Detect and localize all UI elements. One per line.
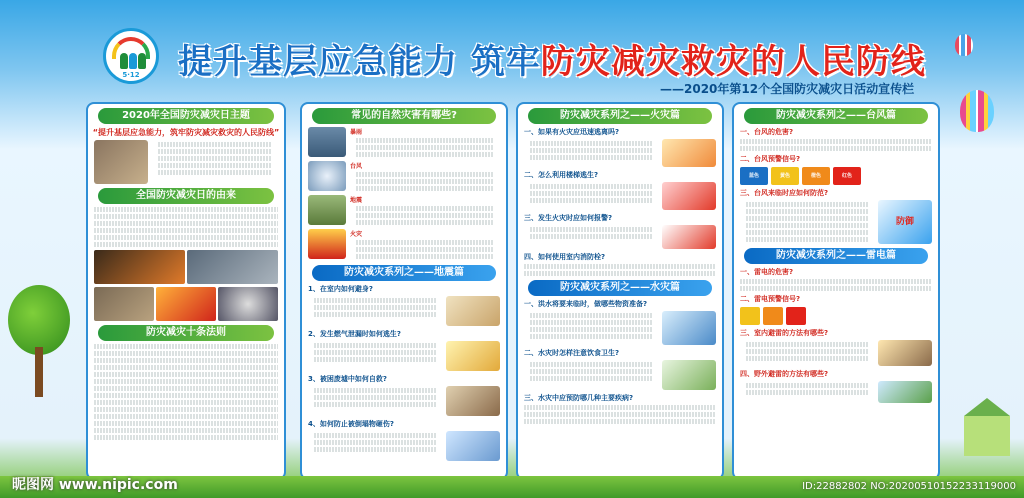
typhoon-red-signal: 红色 [833, 167, 861, 185]
protection-illustration [446, 431, 500, 461]
question: 二、怎么利用楼梯逃生? [524, 171, 599, 179]
section-header: 防灾减灾系列之——火灾篇 [528, 108, 712, 124]
section-header: 防灾减灾系列之——地震篇 [312, 265, 496, 281]
title-part2: 筑牢 [470, 42, 541, 82]
lightning-red-icon [786, 307, 806, 325]
question: 四、野外避雷的方法有哪些? [740, 370, 829, 378]
flood-prep-illustration [662, 311, 716, 345]
typhoon-blue-signal: 蓝色 [740, 167, 768, 185]
panel-theme [86, 102, 286, 480]
earthquake-illustration [308, 195, 346, 225]
fire-illustration [308, 229, 346, 259]
question: 二、水灾时怎样注意饮食卫生? [524, 349, 620, 357]
question: 二、雷电预警信号? [740, 295, 801, 303]
panel-fire-flood [516, 102, 724, 480]
lightning-yellow-icon [740, 307, 760, 325]
disaster-tag: 暴雨 [350, 129, 363, 136]
disaster-tag: 台风 [350, 163, 363, 170]
typhoon-photo [218, 287, 278, 321]
defense-badge: 防御 [878, 200, 932, 244]
outdoor-illustration [878, 381, 932, 403]
question: 四、如何使用室内消防栓? [524, 253, 606, 261]
lightning-orange-icon [763, 307, 783, 325]
typhoon-signals [740, 167, 932, 185]
disaster-tag: 地震 [350, 197, 363, 204]
photo-strip [94, 287, 278, 321]
question: 一、台风的危害? [740, 128, 794, 136]
disaster-tag: 火灾 [350, 231, 363, 238]
person-icon [120, 53, 128, 69]
section-header: 防灾减灾系列之——水灾篇 [528, 280, 712, 296]
fire-photo [94, 250, 185, 284]
theme-block [94, 140, 278, 184]
theme-slogan: “提升基层应急能力，筑牢防灾减灾救灾的人民防线” [92, 128, 280, 137]
lightning-signals [740, 307, 932, 325]
watermark-left: 昵图网 www.nipic.com [12, 477, 178, 493]
typhoon-yellow-signal: 黄色 [771, 167, 799, 185]
rain-illustration [308, 127, 346, 157]
question: 4、如何防止被倒塌物砸伤? [308, 420, 394, 428]
balloon-icon [955, 34, 973, 56]
typhoon-illustration [308, 161, 346, 191]
phone-119-illustration [662, 225, 716, 249]
page-subtitle: ——2020年第12个全国防灾减灾日活动宣传栏 [660, 82, 915, 96]
escape-illustration [662, 139, 716, 167]
question: 三、台风来临时应如何防范? [740, 189, 829, 197]
shelter-illustration [446, 296, 500, 326]
indoor-illustration [878, 340, 932, 366]
photo-strip [94, 250, 278, 284]
event-logo [103, 28, 159, 84]
person-icon [129, 53, 137, 69]
question: 3、被困废墟中如何自救? [308, 375, 387, 383]
question: 一、如果有火灾应迅速逃离吗? [524, 128, 620, 136]
panel-common-disasters [300, 102, 508, 480]
balloon-icon [960, 90, 994, 132]
typhoon-orange-signal: 橙色 [802, 167, 830, 185]
title-part3: 防灾减灾救灾的人民防线 [540, 42, 926, 82]
list-item [308, 195, 500, 227]
section-header: 2020年全国防灾减灾日主题 [98, 108, 274, 124]
section-header: 全国防灾减灾日的由来 [98, 188, 274, 204]
list-item [308, 127, 500, 159]
person-icon [138, 53, 146, 69]
list-item [308, 161, 500, 193]
panel-typhoon-lightning [732, 102, 940, 480]
house-decoration [964, 398, 1010, 458]
section-header: 防灾减灾十条法则 [98, 325, 274, 341]
question: 三、发生火灾时应如何报警? [524, 214, 613, 222]
disaster-photo [94, 140, 148, 184]
list-item [308, 229, 500, 261]
rescue-illustration [446, 386, 500, 416]
section-header: 防灾减灾系列之——台风篇 [744, 108, 928, 124]
page-title [178, 34, 926, 83]
watermark-right: ID:22882802 NO:20200510152233119000 [802, 481, 1016, 492]
ruins-photo [94, 287, 154, 321]
section-header: 防灾减灾系列之——雷电篇 [744, 248, 928, 264]
question: 三、水灾中应预防哪几种主要疾病? [524, 394, 634, 402]
food-safety-illustration [662, 360, 716, 390]
gas-leak-illustration [446, 341, 500, 371]
tree-decoration [8, 285, 70, 485]
question: 三、室内避雷的方法有哪些? [740, 329, 829, 337]
storm-photo [187, 250, 278, 284]
title-part1: 提升基层应急能力 [178, 42, 458, 82]
section-header: 常见的自然灾害有哪些? [312, 108, 496, 124]
explosion-photo [156, 287, 216, 321]
question: 一、洪水将要来临时，做哪些物资准备? [524, 300, 648, 308]
question: 一、雷电的危害? [740, 268, 794, 276]
question: 二、台风预警信号? [740, 155, 801, 163]
stairs-illustration [662, 182, 716, 210]
question: 1、在室内如何避身? [308, 285, 373, 293]
question: 2、发生燃气泄漏时如何逃生? [308, 330, 401, 338]
logo-year: 5·12 [122, 71, 140, 79]
